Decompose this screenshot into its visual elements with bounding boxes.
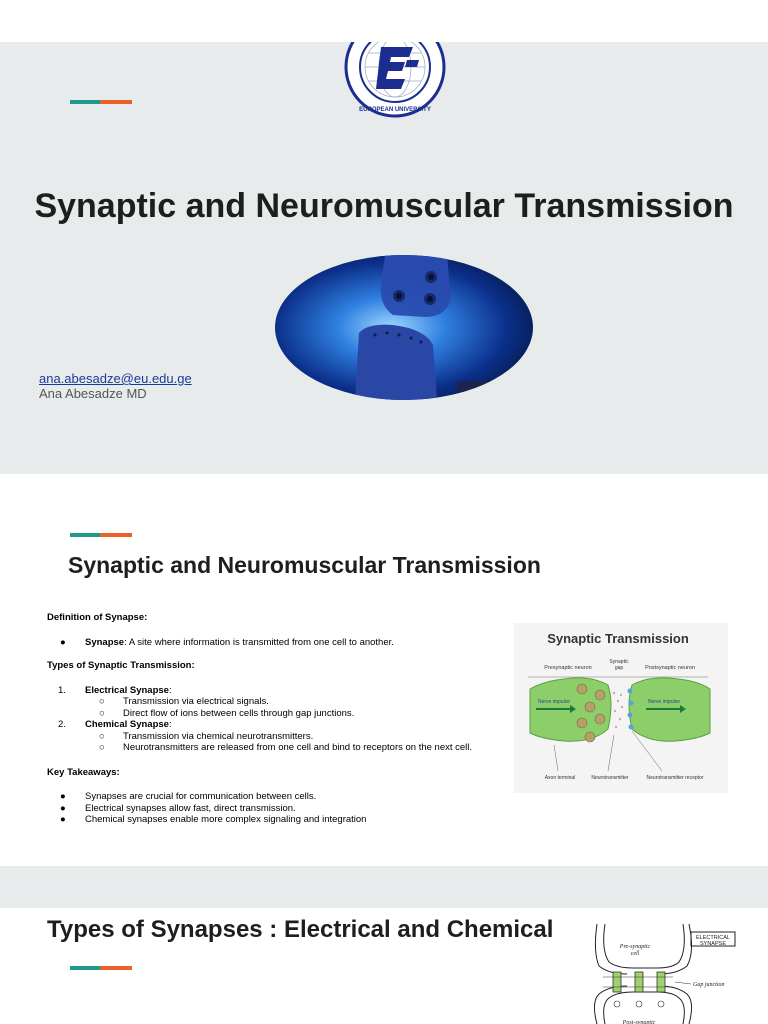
svg-text:gap: gap — [614, 665, 624, 671]
accent-bar — [70, 533, 132, 537]
svg-text:EUROPEAN UNIVERSITY: EUROPEAN UNIVERSITY — [359, 107, 431, 113]
author-email-link[interactable]: ana.abesadze@eu.edu.ge — [39, 371, 192, 386]
svg-text:Pre-synaptic: Pre-synaptic — [619, 944, 651, 950]
content-slide — [0, 908, 768, 1024]
accent-bar — [70, 966, 132, 970]
synapse-term: Synapse — [85, 636, 125, 648]
list-item: ● Synapses are crucial for communication between cells. — [60, 791, 317, 802]
author-name: Ana Abesadze MD — [39, 386, 147, 401]
svg-text:Nerve impulse: Nerve impulse — [538, 699, 570, 705]
list-item: ● Chemical synapses enable more complex signaling and integration — [60, 814, 367, 825]
svg-text:Axon terminal: Axon terminal — [544, 775, 576, 781]
sub-item: ○ Transmission via chemical neurotransmitters. — [99, 730, 314, 742]
svg-text:cell: cell — [630, 951, 640, 957]
list-item: 1. Electrical Synapse: — [58, 684, 172, 696]
slide-title: Synaptic and Neuromuscular Transmission — [34, 187, 734, 225]
slide-title: Types of Synapses : Electrical and Chemical — [47, 916, 554, 943]
svg-text:SYNAPSE: SYNAPSE — [700, 941, 726, 947]
svg-text:Nerve impulse: Nerve impulse — [648, 699, 680, 705]
title-slide — [0, 42, 768, 474]
content-slide — [0, 475, 768, 865]
electrical-synapse-sketch — [583, 922, 743, 1024]
accent-bar — [70, 100, 132, 104]
synapse-definition: : A site where information is transmitted from one cell to another. — [124, 636, 394, 648]
list-item: ● Synapse: A site where information is transmitted from one cell to another. — [60, 636, 394, 648]
sub-item: ○ Neurotransmitters are released from one cell and bind to receptors on the next cell. — [99, 742, 473, 753]
svg-text:Presynaptic neuron: Presynaptic neuron — [544, 665, 592, 671]
svg-text:Neurotransmitter receptor: Neurotransmitter receptor — [646, 775, 704, 781]
takeaways-heading: Key Takeaways: — [47, 766, 120, 778]
list-item: ● Electrical synapses allow fast, direct transmission. — [60, 802, 296, 814]
type-term: Electrical Synapse — [85, 684, 169, 696]
slide-divider — [0, 866, 768, 908]
types-heading: Types of Synaptic Transmission: — [47, 660, 195, 671]
diagram-title: Synaptic Transmission — [547, 631, 689, 646]
svg-text:Postsynaptic neuron: Postsynaptic neuron — [645, 665, 695, 671]
definition-heading: Definition of Synapse: — [47, 612, 148, 623]
sub-item: ○ Direct flow of ions between cells through gap junctions. — [99, 707, 355, 719]
svg-text:Neurotransmitter: Neurotransmitter — [591, 775, 629, 781]
type-term: Chemical Synapse — [85, 719, 169, 730]
sub-item: ○ Transmission via electrical signals. — [99, 696, 269, 707]
svg-text:Gap junction: Gap junction — [693, 982, 725, 988]
slide-title: Synaptic and Neuromuscular Transmission — [68, 552, 541, 578]
svg-text:ELECTRICAL: ELECTRICAL — [696, 935, 730, 941]
list-item: 2. Chemical Synapse: — [58, 719, 172, 730]
synapse-illustration — [275, 255, 533, 400]
svg-text:Post-synaptic: Post-synaptic — [622, 1020, 656, 1024]
slide-body — [47, 612, 507, 826]
university-logo — [343, 42, 447, 119]
synaptic-transmission-diagram — [514, 623, 728, 793]
svg-text:Synaptic: Synaptic — [609, 659, 629, 665]
